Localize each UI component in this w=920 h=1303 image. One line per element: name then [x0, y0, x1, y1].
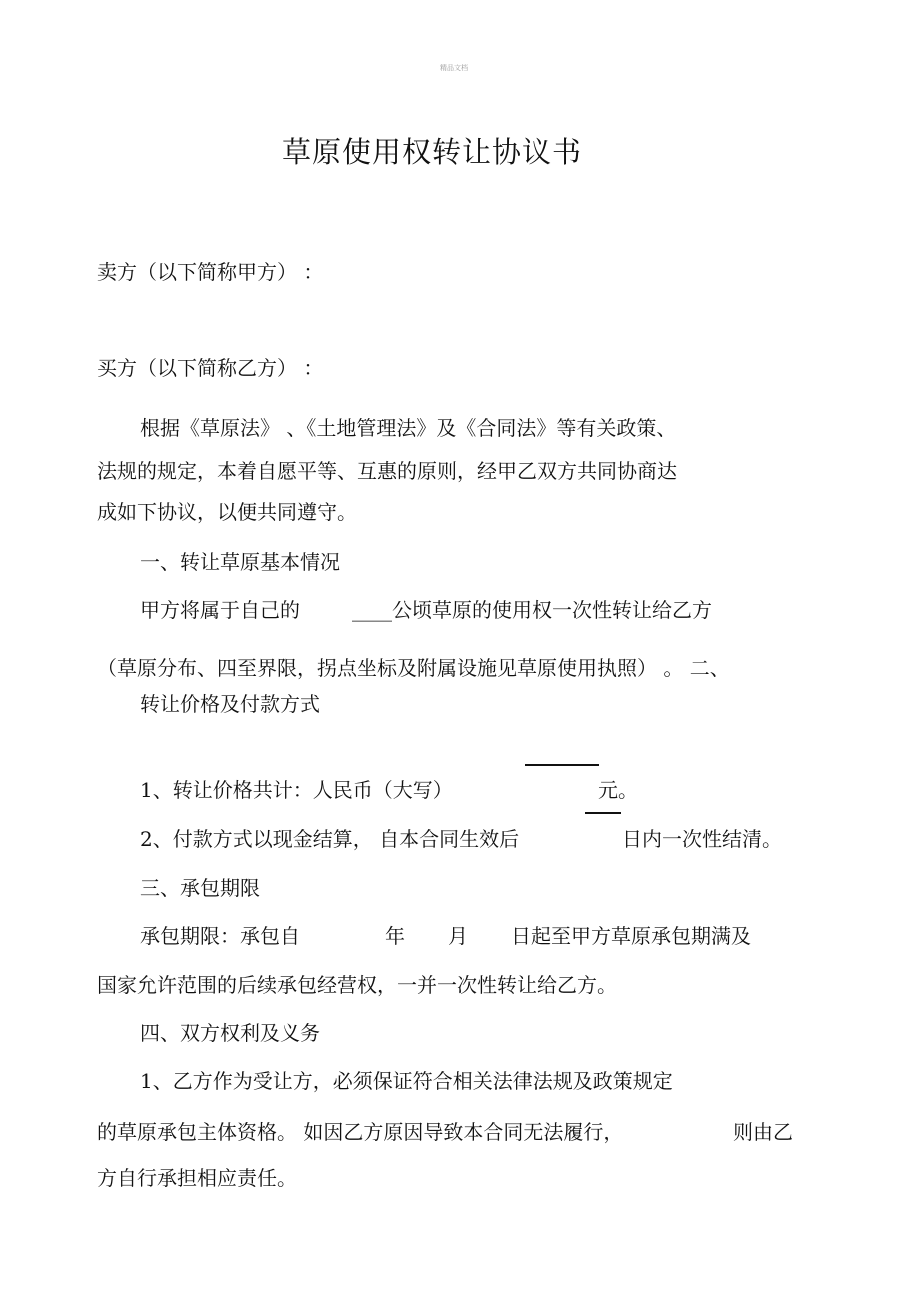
- buyer-line: 买方（以下简称乙方） ：: [97, 356, 324, 380]
- price-underline: [525, 764, 599, 766]
- header-note: 精品文档: [440, 64, 468, 72]
- section3-line1-a: 承包期限：承包自: [140, 924, 300, 948]
- section3-line2: 国家允许范围的后续承包经营权，一并一次性转让给乙方。: [97, 973, 617, 997]
- section3-year: 年: [385, 924, 405, 948]
- section2-item2-a: 2、付款方式以现金结算， 自本合同生效后: [140, 827, 520, 851]
- section2-item2-b: 日内一次性结清。: [622, 827, 782, 851]
- section1-heading: 一、转让草原基本情况: [140, 550, 340, 574]
- section2-item1-a: 1、转让价格共计：人民币（大写）: [140, 778, 453, 802]
- intro-line-2: 法规的规定，本着自愿平等、互惠的原则，经甲乙双方共同协商达: [97, 459, 677, 483]
- section2-item1-b: 元。: [598, 778, 638, 802]
- intro-line-3: 成如下协议，以便共同遵守。: [97, 500, 357, 524]
- section4-item1-line2-a: 的草原承包主体资格。 如因乙方原因导致本合同无法履行，: [97, 1120, 624, 1144]
- section1-line1-b: 公顷草原的使用权一次性转让给乙方: [392, 598, 712, 622]
- section1-line1-blank: ____: [352, 598, 392, 622]
- section3-line1-b: 日起至甲方草原承包期满及: [511, 924, 751, 948]
- document-title: 草原使用权转让协议书: [282, 135, 583, 169]
- section4-item1-line1: 1、乙方作为受让方，必须保证符合相关法律法规及政策规定: [140, 1069, 673, 1093]
- section4-heading: 四、双方权利及义务: [140, 1021, 320, 1045]
- section4-item1-line2-b: 则由乙: [733, 1120, 793, 1144]
- section1-line1-a: 甲方将属于自己的: [140, 598, 300, 622]
- section1-line3: 转让价格及付款方式: [140, 692, 320, 716]
- section1-line2: （草原分布、四至界限，拐点坐标及附属设施见草原使用执照） 。 二、: [97, 656, 730, 680]
- section4-item1-line3: 方自行承担相应责任。: [97, 1166, 297, 1190]
- days-underline: [585, 812, 621, 814]
- intro-line-1: 根据《草原法》 、《土地管理法》及《合同法》等有关政策、: [140, 416, 677, 440]
- section3-month: 月: [448, 924, 468, 948]
- seller-line: 卖方（以下简称甲方） ：: [97, 260, 324, 284]
- section3-heading: 三、承包期限: [140, 876, 260, 900]
